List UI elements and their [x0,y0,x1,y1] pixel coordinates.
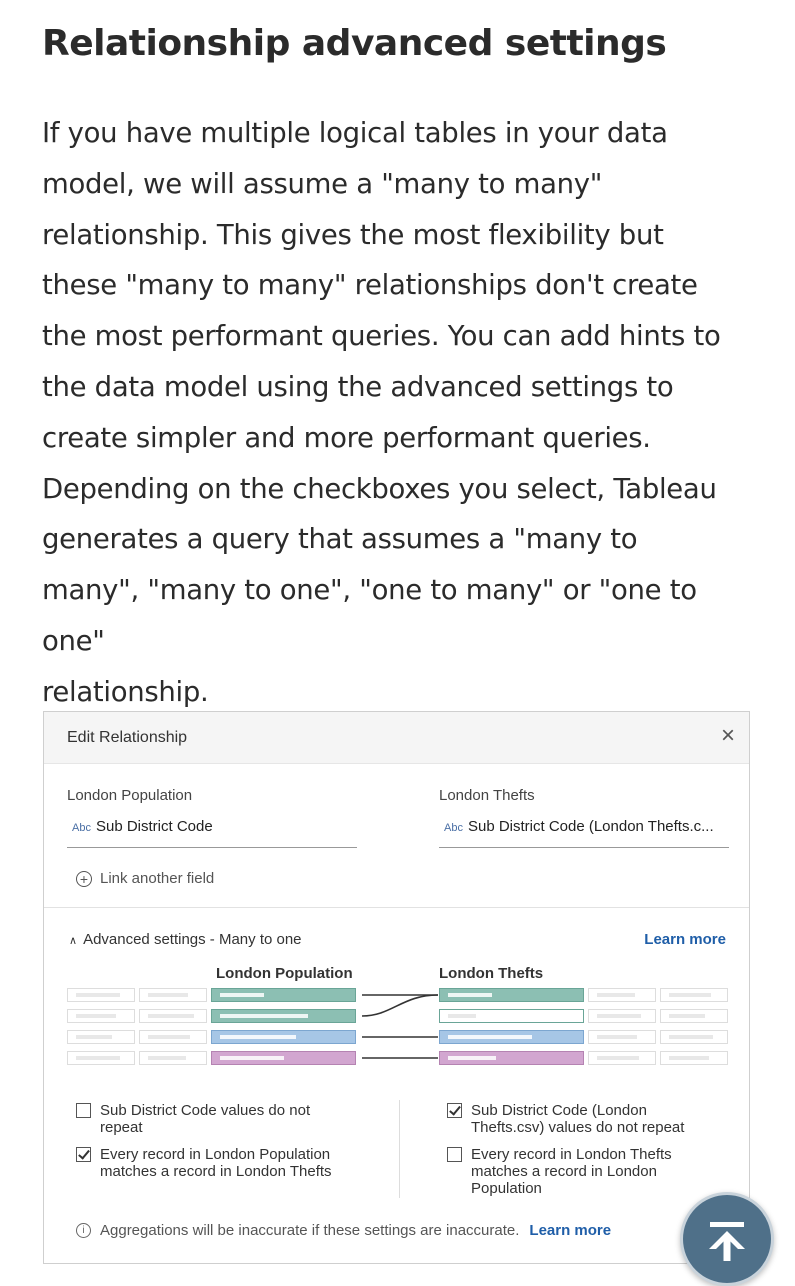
info-learn-more-link[interactable]: Learn more [529,1222,612,1239]
diagram-key-cell [211,1030,356,1044]
diagram-cell [139,1009,207,1023]
dialog-header [44,712,749,764]
diagram-key-cell [211,1051,356,1065]
diagram-cell [588,1030,656,1044]
checkbox-label: Sub District Code (London Thefts.csv) values do not repeat [471,1102,685,1136]
paragraph-line: If you have multiple logical tables in your data [42,117,668,149]
paragraph-line: create simpler and more performant queries. [42,421,651,454]
diagram-cell [67,1051,135,1065]
diagram-cell [139,1051,207,1065]
diagram-cell [660,988,728,1002]
paragraph-line: relationship. [42,675,209,708]
paragraph-line: Depending on the checkboxes you select, Tableau [42,472,717,505]
diagram-key-cell [211,1009,356,1023]
diagram-cell [67,1009,135,1023]
string-type-icon: Abc [72,822,91,834]
left-unique-values-option[interactable] [76,1102,351,1136]
diagram-cell [588,1051,656,1065]
diagram-cell [660,1009,728,1023]
left-table-name: London Population [67,787,193,804]
chevron-up-icon: ∧ [69,935,78,947]
checkbox[interactable] [447,1147,462,1162]
checkbox-label: Every record in London Thefts matches a record in London Population [471,1146,672,1197]
left-referential-integrity-option[interactable] [76,1146,351,1180]
right-unique-values-option[interactable] [447,1102,712,1136]
info-icon: i [76,1223,91,1238]
diagram-right-label: London Thefts [439,965,544,982]
diagram-key-cell [439,1051,584,1065]
paragraph-line: generates a query that assumes a "many to [42,523,638,556]
diagram-key-cell [211,988,356,1002]
arrow-up-to-line-icon [683,1195,771,1283]
paragraph-line: the data model using the advanced settings to [42,370,674,403]
checkbox-label: Sub District Code values do not repeat [100,1102,311,1136]
right-field-value: Sub District Code (London Thefts.c... [467,818,714,835]
column-divider [399,1100,400,1198]
diagram-cell [139,988,207,1002]
left-field-select[interactable] [67,818,357,848]
article-title: Relationship advanced settings [42,23,667,64]
info-text: Aggregations will be inaccurate if these settings are inaccurate. [100,1222,520,1239]
string-type-icon: Abc [444,822,463,834]
diagram-cell [67,988,135,1002]
info-note [76,1222,611,1239]
paragraph-line: these "many to many" relationships don't create [42,269,698,302]
paragraph-line: model, we will assume a "many to many" [42,167,603,200]
diagram-key-cell [439,988,584,1002]
diagram-cell [660,1030,728,1044]
diagram-cell [660,1051,728,1065]
right-table-name: London Thefts [439,787,535,804]
link-another-field-button[interactable] [76,870,214,887]
diagram-left-label: London Population [216,965,353,982]
checkbox-label: Every record in London Population matches a record in London Thefts [100,1146,332,1180]
checkbox[interactable] [76,1147,91,1162]
divider [44,907,749,908]
paragraph-line: relationship. This gives the most flexibility but [42,218,664,251]
paragraph-line: the most performant queries. You can add hints to [42,320,721,353]
diagram-key-cell [439,1009,584,1023]
checkbox[interactable] [76,1103,91,1118]
plus-circle-icon: + [76,871,92,887]
diagram-key-cell [439,1030,584,1044]
checkbox[interactable] [447,1103,462,1118]
right-field-select[interactable] [439,818,729,848]
paragraph-line: many", "many to one", "one to many" or "one to one" [42,574,697,657]
left-field-value: Sub District Code [95,818,213,835]
diagram-cell [588,988,656,1002]
right-referential-integrity-option[interactable] [447,1146,692,1197]
advanced-settings-toggle[interactable] [69,931,302,948]
learn-more-link[interactable]: Learn more [644,931,726,948]
article-paragraph [42,108,762,718]
diagram-cell [588,1009,656,1023]
advanced-settings-label: Advanced settings - Many to one [83,931,302,948]
scroll-to-top-button[interactable] [680,1192,774,1286]
edit-relationship-dialog [43,711,750,1264]
diagram-cell [139,1030,207,1044]
diagram-cell [67,1030,135,1044]
diagram-connectors [362,988,438,1068]
close-icon[interactable]: × [720,722,735,749]
link-another-field-label: Link another field [100,870,215,887]
dialog-title: Edit Relationship [67,729,188,746]
